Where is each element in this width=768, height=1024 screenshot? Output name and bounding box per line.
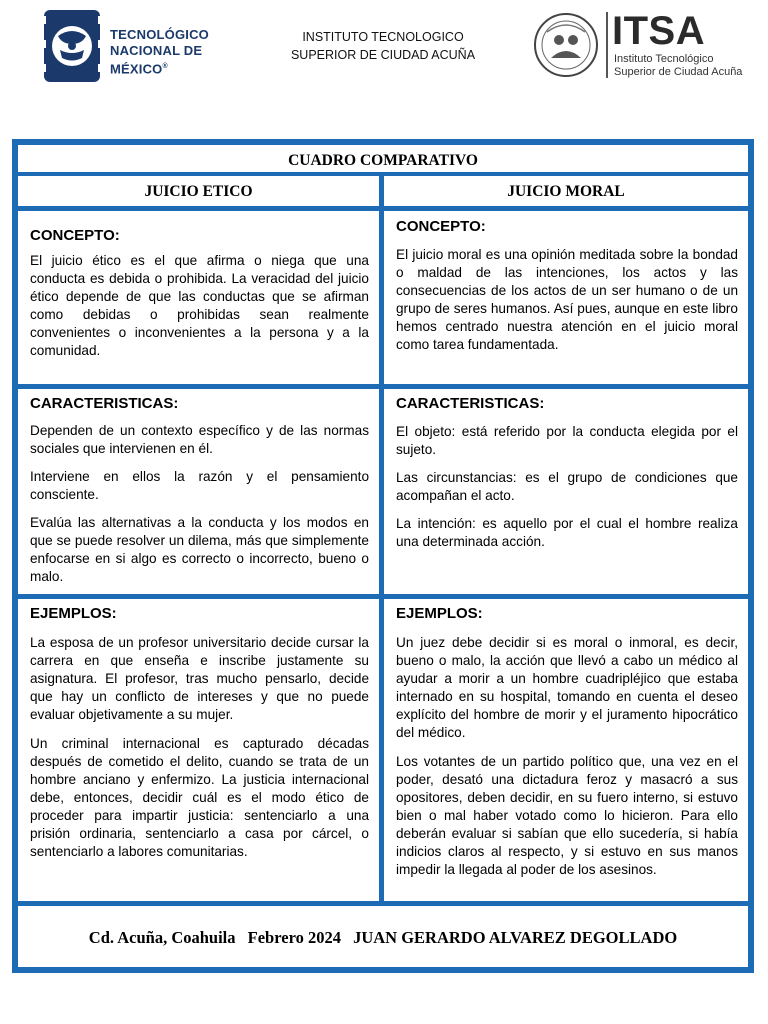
column-header-left	[15, 173, 382, 209]
column-header-right	[381, 173, 751, 209]
left-caracteristicas-item-1: Dependen de un contexto específico y de las normas sociales que intervienen en él.	[30, 423, 369, 456]
itsa-acronym: ITSA	[612, 9, 706, 53]
right-ejemplo-1: Un juez debe decidir si es moral o inmoral, es decir, bueno o malo, la acción que llevó a cabo un médico al ayudar a morir a un hombre cuadripléjico que estaba internado en su hospital, tomando en cuenta el deseo explícito del hombre de morir y el juramento hipocrático del médico.	[396, 635, 738, 740]
right-caracteristicas-heading: CARACTERISTICAS:	[396, 395, 545, 412]
column-header-left-label: JUICIO ETICO	[144, 183, 253, 200]
left-caracteristicas-cell	[15, 386, 382, 597]
institute-name	[268, 28, 498, 64]
tecnm-gear-logo-icon	[40, 6, 104, 86]
left-concepto-heading: CONCEPTO:	[30, 227, 120, 244]
institute-line1: INSTITUTO TECNOLOGICO	[302, 30, 464, 44]
right-concepto-text: El juicio moral es una opinión meditada sobre la bondad o maldad de las intenciones, los actos y las consecuencias de los actos de un ser humano o de un grupo de seres humanos. Así pues, aunque en este libro hemos centrado nuestra atención en el juicio moral como tarea fundamentada.	[396, 247, 738, 352]
left-concepto-cell	[15, 208, 382, 387]
institute-line2: SUPERIOR DE CIUDAD ACUÑA	[290, 48, 476, 62]
itsa-seal-icon	[533, 12, 599, 78]
table-title-cell	[15, 142, 751, 175]
column-header-right-label: JUICIO MORAL	[507, 183, 625, 200]
right-ejemplos-cell	[381, 596, 751, 904]
right-caracteristicas-cell	[381, 386, 751, 597]
left-caracteristicas-item-3: Evalúa las alternativas a la conducta y los modos en que se puede resolver un dilema, más que simplemente enfocarse en si algo es correcto o incorrecto, bueno o malo.	[30, 515, 369, 584]
right-concepto-heading: CONCEPTO:	[396, 218, 486, 235]
right-caracteristicas-item-1: El objeto: está referido por la conducta elegida por el sujeto.	[396, 424, 738, 457]
left-ejemplos-cell	[15, 596, 382, 904]
table-title: CUADRO COMPARATIVO	[288, 152, 478, 169]
right-ejemplo-2: Los votantes de un partido político que, una vez en el poder, desató una dictadura feroz y masacró a sus opositores, deben decidir, en su fuero interno, si estuvo bien o mal haber votado como lo hicieron. Para ello deberán evaluar si sabían que ello sucedería, si había indicios claros al respecto, y si estuvo en sus manos impedir la llegada al poder de los asesinos.	[396, 754, 738, 877]
left-ejemplo-2: Un criminal internacional es capturado décadas después de cometido el delito, cuando se trata de un hombre anciano y enfermizo. La justicia internacional debe, entonces, decidir cuál es el modo ético de proceder para impartir justicia: sentenciarlo a una prisión ordinaria, sentenciarlo a casa por cárcel, o sentenciarlo a labores comunitarias.	[30, 736, 369, 859]
right-concepto-cell	[381, 208, 751, 387]
footer-place: Cd. Acuña, Coahuila	[88, 928, 236, 947]
footer-date: Febrero 2024	[247, 928, 341, 947]
document-header	[0, 0, 768, 100]
tecnm-line1: TECNOLÓGICO	[110, 27, 209, 42]
tecnm-wordmark	[110, 27, 260, 77]
tecnm-line2: NACIONAL DE MÉXICO®	[110, 43, 203, 77]
left-concepto-text: El juicio ético es el que afirma o niega que una conducta es debida o prohibida. La veracidad del juicio ético depende de que las conductas que se afirman como debidas o prohibidas sean realmente convenientes o inconvenientes a la persona y a la comunidad.	[30, 253, 369, 358]
left-ejemplo-1: La esposa de un profesor universitario decide cursar la carrera en que enseña e inscribe justamente su asignatura. El profesor, tras mucho pensarlo, decide que hay un conflicto de intereses y que no puede evaluar objetivamente a su mujer.	[30, 635, 369, 722]
itsa-fullname	[614, 53, 742, 79]
itsa-divider	[606, 12, 608, 78]
left-ejemplos-heading: EJEMPLOS:	[30, 605, 117, 622]
left-caracteristicas-heading: CARACTERISTICAS:	[30, 395, 179, 412]
right-ejemplos-heading: EJEMPLOS:	[396, 605, 483, 622]
right-caracteristicas-item-3: La intención: es aquello por el cual el hombre realiza una determinada acción.	[396, 516, 738, 549]
footer-line	[18, 928, 748, 948]
right-caracteristicas-item-2: Las circunstancias: es el grupo de condiciones que acompañan el acto.	[396, 470, 738, 503]
itsa-line2: Superior de Ciudad Acuña	[614, 66, 743, 78]
footer-cell	[15, 903, 751, 970]
itsa-line1: Instituto Tecnológico	[614, 53, 714, 65]
left-caracteristicas-item-2: Interviene en ellos la razón y el pensamiento consciente.	[30, 469, 369, 502]
footer-author: JUAN GERARDO ALVAREZ DEGOLLADO	[353, 928, 678, 947]
